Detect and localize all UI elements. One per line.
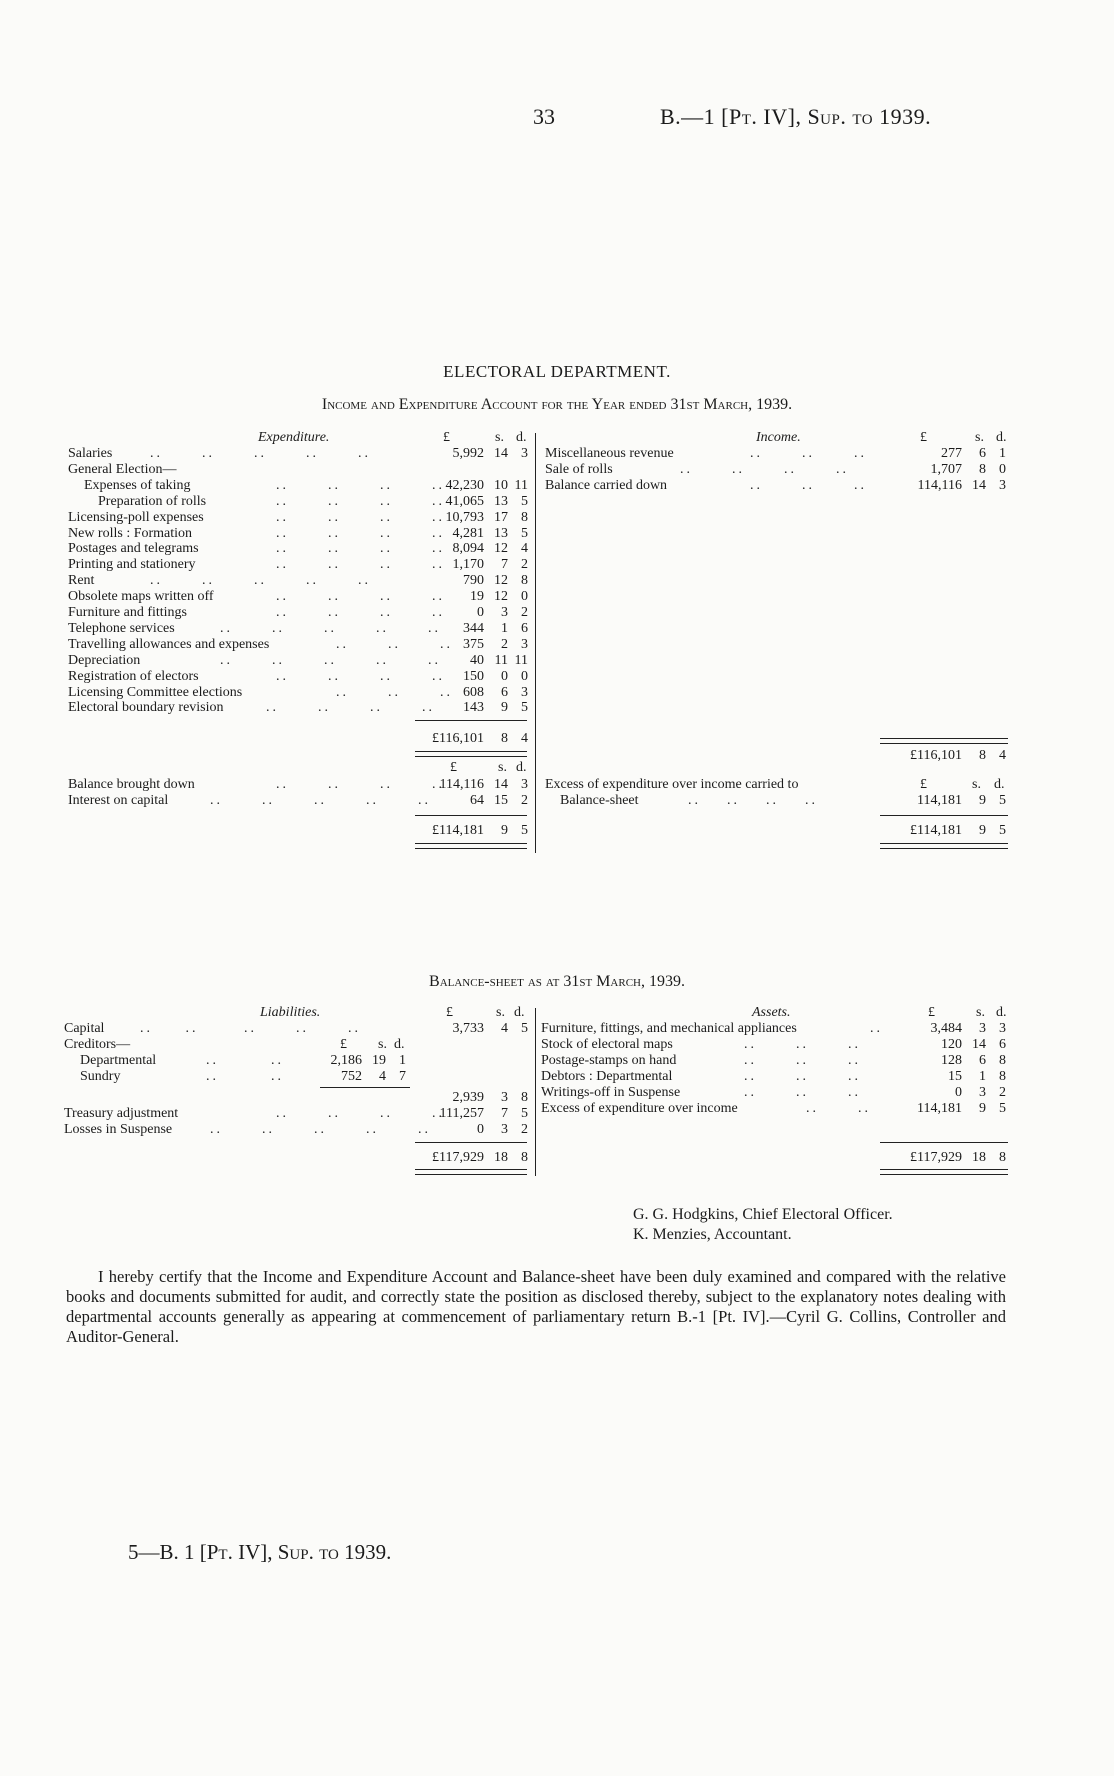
row-label: Furniture, fittings, and mechanical appliances (541, 1021, 797, 1036)
amount-pounds: 1,707 (930, 461, 962, 477)
row-label: Telephone services (68, 620, 175, 636)
amount-pence: 8 (999, 1052, 1006, 1068)
amount-shillings: 12 (494, 541, 508, 557)
inc-pence-header: d. (996, 430, 1007, 445)
amount-pounds: 0 (477, 605, 484, 620)
lower-right-total (0, 823, 1114, 839)
amount-shillings: 7 (501, 557, 508, 573)
row-label: Travelling allowances and expenses (68, 636, 270, 652)
amount-shillings: 9 (501, 823, 508, 838)
row-label: Balance brought down (68, 777, 195, 792)
amount-shillings: 18 (972, 1150, 986, 1165)
expenditure-row (0, 685, 1114, 701)
department-title: ELECTORAL DEPARTMENT. (443, 362, 671, 381)
amount-shillings: 3 (501, 605, 508, 620)
amount-pounds: 19 (470, 589, 484, 605)
asset-pence-header: d. (996, 1005, 1007, 1020)
amount-pence: 8 (999, 1068, 1006, 1084)
expenditure-row (0, 494, 1114, 510)
income-total (0, 748, 1114, 764)
amount-pounds: 344 (463, 620, 484, 636)
liab-pence-header: d. (514, 1005, 525, 1020)
amount-pence: 5 (521, 1021, 528, 1036)
account-subtitle: Income and Expenditure Account for the Year ended 31st March, 1939. (321, 396, 793, 413)
leader-dots: .. .. .. .. (688, 793, 818, 808)
leader-dots: .. .. (206, 1069, 284, 1084)
row-label: Printing and stationery (68, 557, 196, 573)
income-row (0, 478, 1114, 494)
row-label: Sale of rolls (545, 461, 613, 477)
row-label: Furniture and fittings (68, 605, 187, 620)
amount-pence: 3 (521, 777, 528, 792)
balance-sheet-divider (535, 1008, 536, 1176)
amount-shillings: 14 (494, 777, 508, 792)
row-label: Expenses of taking (84, 477, 191, 493)
amount-pence: 8 (521, 1090, 528, 1105)
row-label: Licensing-poll expenses (68, 509, 204, 525)
lower-left-double-rule (415, 843, 527, 849)
expenditure-row (0, 605, 1114, 621)
amount-pence: 3 (521, 446, 528, 461)
row-label: Capital (64, 1021, 105, 1036)
row-label: Depreciation (68, 652, 141, 668)
assets-total (0, 1150, 1114, 1166)
amount-shillings: 17 (494, 509, 508, 525)
amount-pounds: 3,733 (452, 1021, 484, 1036)
leader-dots: .. .. .. .. (276, 589, 445, 605)
row-label: Creditors— (64, 1037, 131, 1052)
auditor-certification: I hereby certify that the Income and Expenditure Account and Balance-sheet have been duly examined and compared with the relative books and documents submitted for audit, and correctly state the position as disclosed thereby, subject to the explanatory notes dealing with departmental accounts generally as appearing at commencement of parliamentary return B.-1 [Pt. IV].—Cyril G. Collins, Controller and Auditor-General. (66, 1267, 1006, 1346)
lower-pound-header: £ (450, 760, 457, 775)
amount-pounds: 375 (463, 636, 484, 652)
amount-pence: 5 (521, 525, 528, 541)
leader-dots: .. .. .. (750, 477, 867, 493)
income-row (0, 462, 1114, 478)
row-label: Licensing Committee elections (68, 684, 243, 700)
expenditure-row (0, 653, 1114, 669)
row-label: Miscellaneous revenue (545, 446, 674, 461)
creditors-pence-header: d. (394, 1037, 405, 1052)
amount-shillings: 12 (494, 589, 508, 605)
document-reference: B.—1 [Pt. IV], Sup. to 1939. (660, 104, 932, 129)
amount-shillings: 15 (494, 793, 508, 808)
amount-pence: 3 (521, 636, 528, 652)
amount-pence: 1 (399, 1053, 406, 1068)
amount-shillings: 2 (501, 636, 508, 652)
leader-dots: .. .. .. .. (276, 605, 445, 620)
amount-pounds: 4,281 (452, 525, 484, 541)
leader-dots: .. .. .. .. (266, 700, 435, 716)
amount-pounds: £116,101 (910, 748, 962, 763)
row-label: New rolls : Formation (68, 525, 193, 541)
leader-dots: .. .. .. .. .. (150, 573, 371, 589)
amount-pounds: £116,101 (432, 731, 484, 746)
row-label: Obsolete maps written off (68, 589, 214, 605)
amount-pence: 5 (999, 1100, 1006, 1116)
amount-pounds: 2,939 (452, 1090, 484, 1105)
lower-pence-header: d. (516, 760, 527, 775)
excess-label-line1: Excess of expenditure over income carried to (545, 777, 799, 792)
leader-dots: .. .. .. .. .. (140, 1021, 361, 1036)
amount-pounds: 790 (463, 573, 484, 589)
amount-shillings: 4 (501, 1021, 508, 1036)
amount-pounds: £114,181 (432, 823, 484, 838)
income-row (0, 446, 1114, 462)
leader-dots: .. .. .. .. (276, 477, 445, 493)
amount-pence: 5 (521, 823, 528, 838)
amount-pounds: 752 (341, 1069, 362, 1084)
amount-shillings: 6 (979, 446, 986, 461)
leader-dots: .. .. .. .. .. (210, 793, 431, 808)
asset-shilling-header: s. (976, 1005, 985, 1020)
excess-pence-header: d. (994, 777, 1005, 792)
asset-row (0, 1085, 1114, 1101)
exp-total-rule (415, 720, 527, 721)
expenditure-row (0, 557, 1114, 573)
amount-pounds: 128 (941, 1052, 962, 1068)
leader-dots: .. .. .. .. (276, 525, 445, 541)
amount-shillings: 11 (494, 652, 508, 668)
amount-pence: 4 (999, 748, 1006, 763)
leader-dots: .. .. .. .. .. (210, 1122, 431, 1137)
amount-shillings: 4 (379, 1069, 386, 1084)
amount-pence: 4 (521, 731, 528, 746)
liab-shilling-header: s. (496, 1005, 505, 1020)
row-label: Departmental (80, 1053, 157, 1068)
amount-pence: 11 (514, 652, 528, 668)
amount-pounds: 143 (463, 700, 484, 716)
amount-pence: 3 (999, 477, 1006, 493)
amount-pence: 5 (521, 493, 528, 509)
asset-total-double-rule (880, 1169, 1008, 1175)
asset-row (0, 1053, 1114, 1069)
asset-total-rule (880, 1142, 1008, 1143)
account-divider (535, 433, 536, 853)
liability-row (0, 1122, 1114, 1138)
signature-chief-officer: G. G. Hodgkins, Chief Electoral Officer. (633, 1206, 893, 1223)
amount-shillings: 14 (972, 1036, 986, 1052)
page-number: 33 (533, 104, 555, 129)
amount-pounds: 40 (470, 652, 484, 668)
amount-pounds: 8,094 (452, 541, 484, 557)
asset-pound-header: £ (928, 1005, 935, 1020)
amount-pounds: 608 (463, 684, 484, 700)
amount-shillings: 8 (501, 731, 508, 746)
assets-heading: Assets. (752, 1005, 791, 1020)
excess-carried-row-2 (0, 793, 1114, 809)
amount-pounds: 5,992 (452, 446, 484, 461)
amount-pence: 6 (999, 1036, 1006, 1052)
amount-pounds: £117,929 (910, 1150, 962, 1165)
amount-shillings: 18 (494, 1150, 508, 1165)
amount-pence: 2 (999, 1084, 1006, 1100)
row-label: Rent (68, 573, 95, 589)
leader-dots: .. .. (806, 1100, 871, 1116)
expenditure-row (0, 526, 1114, 542)
inc-pound-header: £ (920, 430, 927, 445)
leader-dots: .. .. .. .. (680, 461, 849, 477)
amount-shillings: 9 (979, 823, 986, 838)
amount-shillings: 14 (972, 477, 986, 493)
lower-right-total-rule (880, 815, 1008, 816)
row-label: Stock of electoral maps (541, 1036, 673, 1052)
amount-shillings: 0 (501, 668, 508, 684)
row-label: Registration of electors (68, 668, 199, 684)
amount-pounds: 41,065 (445, 493, 484, 509)
amount-pounds: 10,793 (445, 509, 484, 525)
amount-pence: 7 (399, 1069, 406, 1084)
row-label: Postages and telegrams (68, 541, 199, 557)
lower-left-total-rule (415, 815, 527, 816)
amount-pounds: £114,181 (910, 823, 962, 838)
amount-pence: 3 (999, 1021, 1006, 1036)
asset-row (0, 1021, 1114, 1037)
amount-shillings: 6 (979, 1052, 986, 1068)
amount-pounds: 111,257 (439, 1106, 484, 1121)
inc-shilling-header: s. (975, 430, 984, 445)
leader-dots: .. .. .. (750, 446, 867, 461)
amount-shillings: 7 (501, 1106, 508, 1121)
amount-pence: 8 (999, 1150, 1006, 1165)
excess-label-line2: Balance-sheet (560, 793, 639, 808)
amount-pence: 2 (521, 1122, 528, 1137)
leader-dots: .. .. .. (336, 636, 453, 652)
row-label: Losses in Suspense (64, 1122, 173, 1137)
asset-row (0, 1069, 1114, 1085)
balance-sheet-title: Balance-sheet as at 31st March, 1939. (429, 973, 685, 990)
amount-shillings: 10 (494, 477, 508, 493)
amount-pence: 2 (521, 605, 528, 620)
amount-pounds: 1,170 (452, 557, 484, 573)
row-label: General Election— (68, 461, 177, 477)
amount-pence: 11 (514, 477, 528, 493)
expenditure-row (0, 700, 1114, 716)
amount-pence: 0 (521, 589, 528, 605)
amount-shillings: 19 (372, 1053, 386, 1068)
leader-dots: .. .. .. (744, 1036, 861, 1052)
expenditure-row (0, 589, 1114, 605)
leader-dots: .. .. .. .. .. (220, 652, 441, 668)
amount-shillings: 6 (501, 684, 508, 700)
exp-shilling-header: s. (495, 430, 504, 445)
footer-reference: 5—B. 1 [Pt. IV], Sup. to 1939. (128, 1540, 392, 1564)
leader-dots: .. .. .. .. (276, 541, 445, 557)
expenditure-row (0, 637, 1114, 653)
liab-total-double-rule (415, 1169, 527, 1175)
excess-shilling-header: s. (972, 777, 981, 792)
amount-pence: 8 (521, 509, 528, 525)
amount-pence: 2 (521, 793, 528, 808)
expenditure-row (0, 573, 1114, 589)
amount-pounds: 0 (955, 1084, 962, 1100)
expenditure-heading: Expenditure. (258, 430, 330, 445)
amount-shillings: 8 (979, 461, 986, 477)
row-label: Interest on capital (68, 793, 169, 808)
amount-shillings: 13 (494, 525, 508, 541)
lower-right-double-rule (880, 843, 1008, 849)
leader-dots: .. .. .. (336, 684, 453, 700)
leader-dots: .. .. .. (744, 1052, 861, 1068)
row-label: Sundry (80, 1069, 121, 1084)
amount-pounds: 0 (477, 1122, 484, 1137)
amount-pounds: £117,929 (432, 1150, 484, 1165)
leader-dots: .. .. .. (744, 1068, 861, 1084)
signature-accountant: K. Menzies, Accountant. (633, 1226, 792, 1243)
amount-shillings: 14 (494, 446, 508, 461)
row-label: Salaries (68, 446, 113, 461)
excess-carried-row (0, 777, 1114, 793)
amount-pence: 5 (521, 1106, 528, 1121)
amount-pence: 1 (999, 446, 1006, 461)
row-label: Excess of expenditure over income (541, 1100, 738, 1116)
amount-pounds: 114,181 (917, 1100, 962, 1116)
leader-dots: .. .. .. .. (276, 509, 445, 525)
leader-dots: .. .. (206, 1053, 284, 1068)
amount-pounds: 2,186 (330, 1053, 362, 1068)
amount-pence: 5 (999, 793, 1006, 808)
amount-pounds: 120 (941, 1036, 962, 1052)
amount-shillings: 9 (979, 793, 986, 808)
row-label: Balance carried down (545, 477, 668, 493)
row-label: Debtors : Departmental (541, 1068, 673, 1084)
income-heading: Income. (756, 430, 801, 445)
amount-shillings: 3 (501, 1090, 508, 1105)
amount-shillings: 8 (979, 748, 986, 763)
expenditure-row (0, 541, 1114, 557)
amount-shillings: 3 (501, 1122, 508, 1137)
amount-shillings: 1 (979, 1068, 986, 1084)
amount-shillings: 9 (979, 1100, 986, 1116)
amount-pounds: 277 (941, 446, 962, 461)
lower-shilling-header: s. (498, 760, 507, 775)
leader-dots: .. .. .. .. (276, 668, 445, 684)
amount-pounds: 114,181 (917, 793, 962, 808)
expenditure-row (0, 621, 1114, 637)
asset-row (0, 1101, 1114, 1117)
leader-dots: .. .. .. .. (276, 557, 445, 573)
row-label: Preparation of rolls (98, 493, 207, 509)
amount-shillings: 9 (501, 700, 508, 716)
amount-pounds: 114,116 (439, 777, 484, 792)
expenditure-row (0, 510, 1114, 526)
leader-dots: .. .. .. .. (276, 777, 445, 792)
expenditure-row (0, 669, 1114, 685)
creditors-pound-header: £ (340, 1037, 347, 1052)
row-label: Postage-stamps on hand (541, 1052, 677, 1068)
exp-pound-header: £ (443, 430, 450, 445)
amount-pence: 4 (521, 541, 528, 557)
amount-shillings: 3 (979, 1021, 986, 1036)
liabilities-heading: Liabilities. (260, 1005, 321, 1020)
amount-pounds: 42,230 (445, 477, 484, 493)
leader-dots: .. .. .. .. (276, 493, 445, 509)
leader-dots: .. .. .. (744, 1084, 861, 1100)
row-label: Electoral boundary revision (68, 700, 224, 716)
amount-pence: 8 (521, 1150, 528, 1165)
leader-dots: .. .. .. .. (276, 1106, 445, 1121)
amount-pounds: 3,484 (930, 1021, 962, 1036)
amount-pounds: 150 (463, 668, 484, 684)
leader-dots: .. .. .. .. .. (220, 620, 441, 636)
inc-total-top-rule (880, 738, 1008, 744)
amount-pence: 5 (521, 700, 528, 716)
leader-dots: .. (870, 1021, 883, 1036)
amount-pounds: 64 (470, 793, 484, 808)
amount-pence: 0 (521, 668, 528, 684)
amount-pence: 5 (999, 823, 1006, 838)
amount-pence: 6 (521, 620, 528, 636)
amount-pence: 0 (999, 461, 1006, 477)
amount-shillings: 12 (494, 573, 508, 589)
creditors-shilling-header: s. (378, 1037, 387, 1052)
amount-shillings: 1 (501, 620, 508, 636)
excess-pound-header: £ (920, 777, 927, 792)
row-label: Writings-off in Suspense (541, 1084, 681, 1100)
amount-pounds: 15 (948, 1068, 962, 1084)
amount-pounds: 114,116 (917, 477, 962, 493)
amount-shillings: 3 (979, 1084, 986, 1100)
asset-row (0, 1037, 1114, 1053)
liab-total-rule (415, 1142, 527, 1143)
amount-pence: 3 (521, 684, 528, 700)
amount-pence: 2 (521, 557, 528, 573)
liab-pound-header: £ (446, 1005, 453, 1020)
leader-dots: .. .. .. .. .. (150, 446, 371, 461)
row-label: Treasury adjustment (64, 1106, 179, 1121)
exp-pence-header: d. (516, 430, 527, 445)
amount-pence: 8 (521, 573, 528, 589)
amount-shillings: 13 (494, 493, 508, 509)
